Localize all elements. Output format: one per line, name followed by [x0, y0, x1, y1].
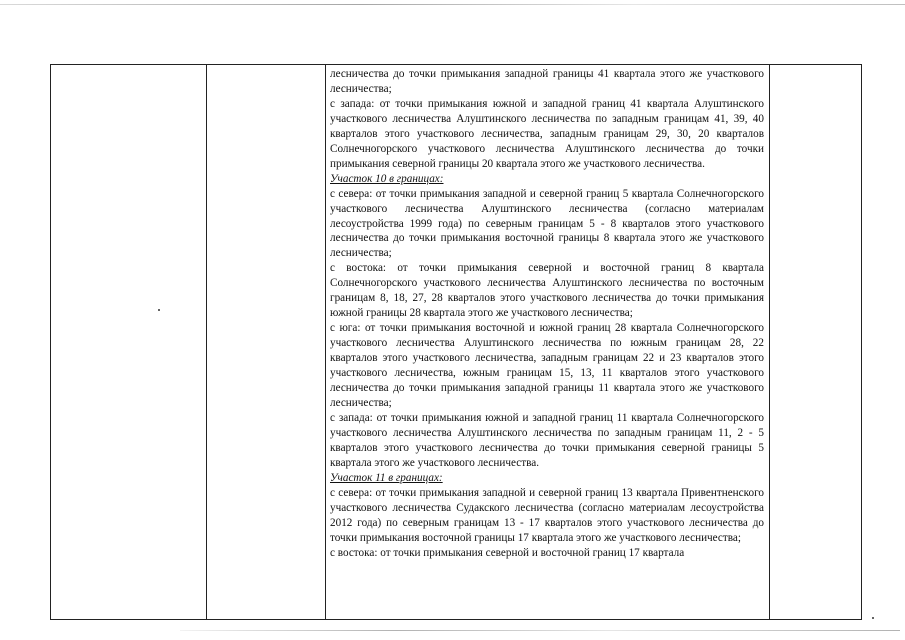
paragraph: лесничества до точки примыкания западной границы 41 квартала этого же участкового лесничества;: [330, 68, 764, 95]
section-heading: [330, 471, 764, 486]
section-heading: [330, 172, 764, 187]
column-divider: [325, 65, 326, 619]
column-divider: [206, 65, 207, 619]
paragraph: с севера: от точки примыкания западной и северной границ 5 квартала Солнечногорского участкового лесничества Алуштинского лесничества (согласно материалам лесоустройства 1999 года) по северным границам 5 - 8 кварталов этого участкового лесничества до точки примыкания восточной границы 8 квартала этого же участкового лесничества;: [330, 187, 764, 260]
paragraph: с запада: от точки примыкания южной и западной границ 41 квартала Алуштинского участкового лесничества Алуштинского лесничества по западным границам 41, 39, 40 кварталов этого участкового лесничества, западным границам 29, 30, 20 кварталов Солнечногорского участкового лесничества Алуштинского лесничества до точки примыкания северной границы 20 квартала этого же участкового лесничества.: [330, 97, 764, 170]
paragraph: с севера: от точки примыкания западной и северной границ 13 квартала Привентненского участкового лесничества Судакского лесничества (согласно материалам лесоустройства 2012 года) по северным границам 13 - 17 кварталов этого участкового лесничества до точки примыкания восточной границы 17 квартала этого же участкового лесничества;: [330, 486, 764, 544]
section-heading-text: Участок 11 в границах:: [330, 471, 443, 484]
section-heading-text: Участок 10 в границах:: [330, 172, 444, 185]
document-table: [50, 64, 862, 620]
scan-speck: [872, 617, 874, 619]
column-divider: [769, 65, 770, 619]
paragraph: с запада: от точки примыкания южной и западной границ 11 квартала Солнечногорского участкового лесничества Алуштинского лесничества по западным границам 11, 2 - 5 кварталов этого участкового лесничества до точки примыкания северной границы 5 квартала этого же участкового лесничества.: [330, 411, 764, 469]
paragraph: с юга: от точки примыкания восточной и южной границ 28 квартала Солнечногорского участкового лесничества Алуштинского лесничества по южным границам 28, 22 кварталов этого участкового лесничества, западным границам 22 и 23 кварталов этого участкового лесничества, южным границам 15, 13, 11 кварталов этого участкового лесничества до точки примыкания западной границы 11 квартала этого же участкового лесничества;: [330, 322, 764, 409]
scan-artifact-bottom: [180, 630, 900, 631]
boundary-description-cell: [330, 67, 764, 560]
scan-artifact-top: [0, 4, 905, 5]
paragraph: с востока: от точки примыкания северной и восточной границ 17 квартала: [330, 546, 685, 559]
paragraph: с востока: от точки примыкания северной и восточной границ 8 квартала Солнечногорского участкового лесничества Алуштинского лесничества по восточным границам 8, 18, 27, 28 кварталов этого участкового лесничества до точки примыкания южной границы 28 квартала этого же участкового лесничества;: [330, 262, 764, 320]
